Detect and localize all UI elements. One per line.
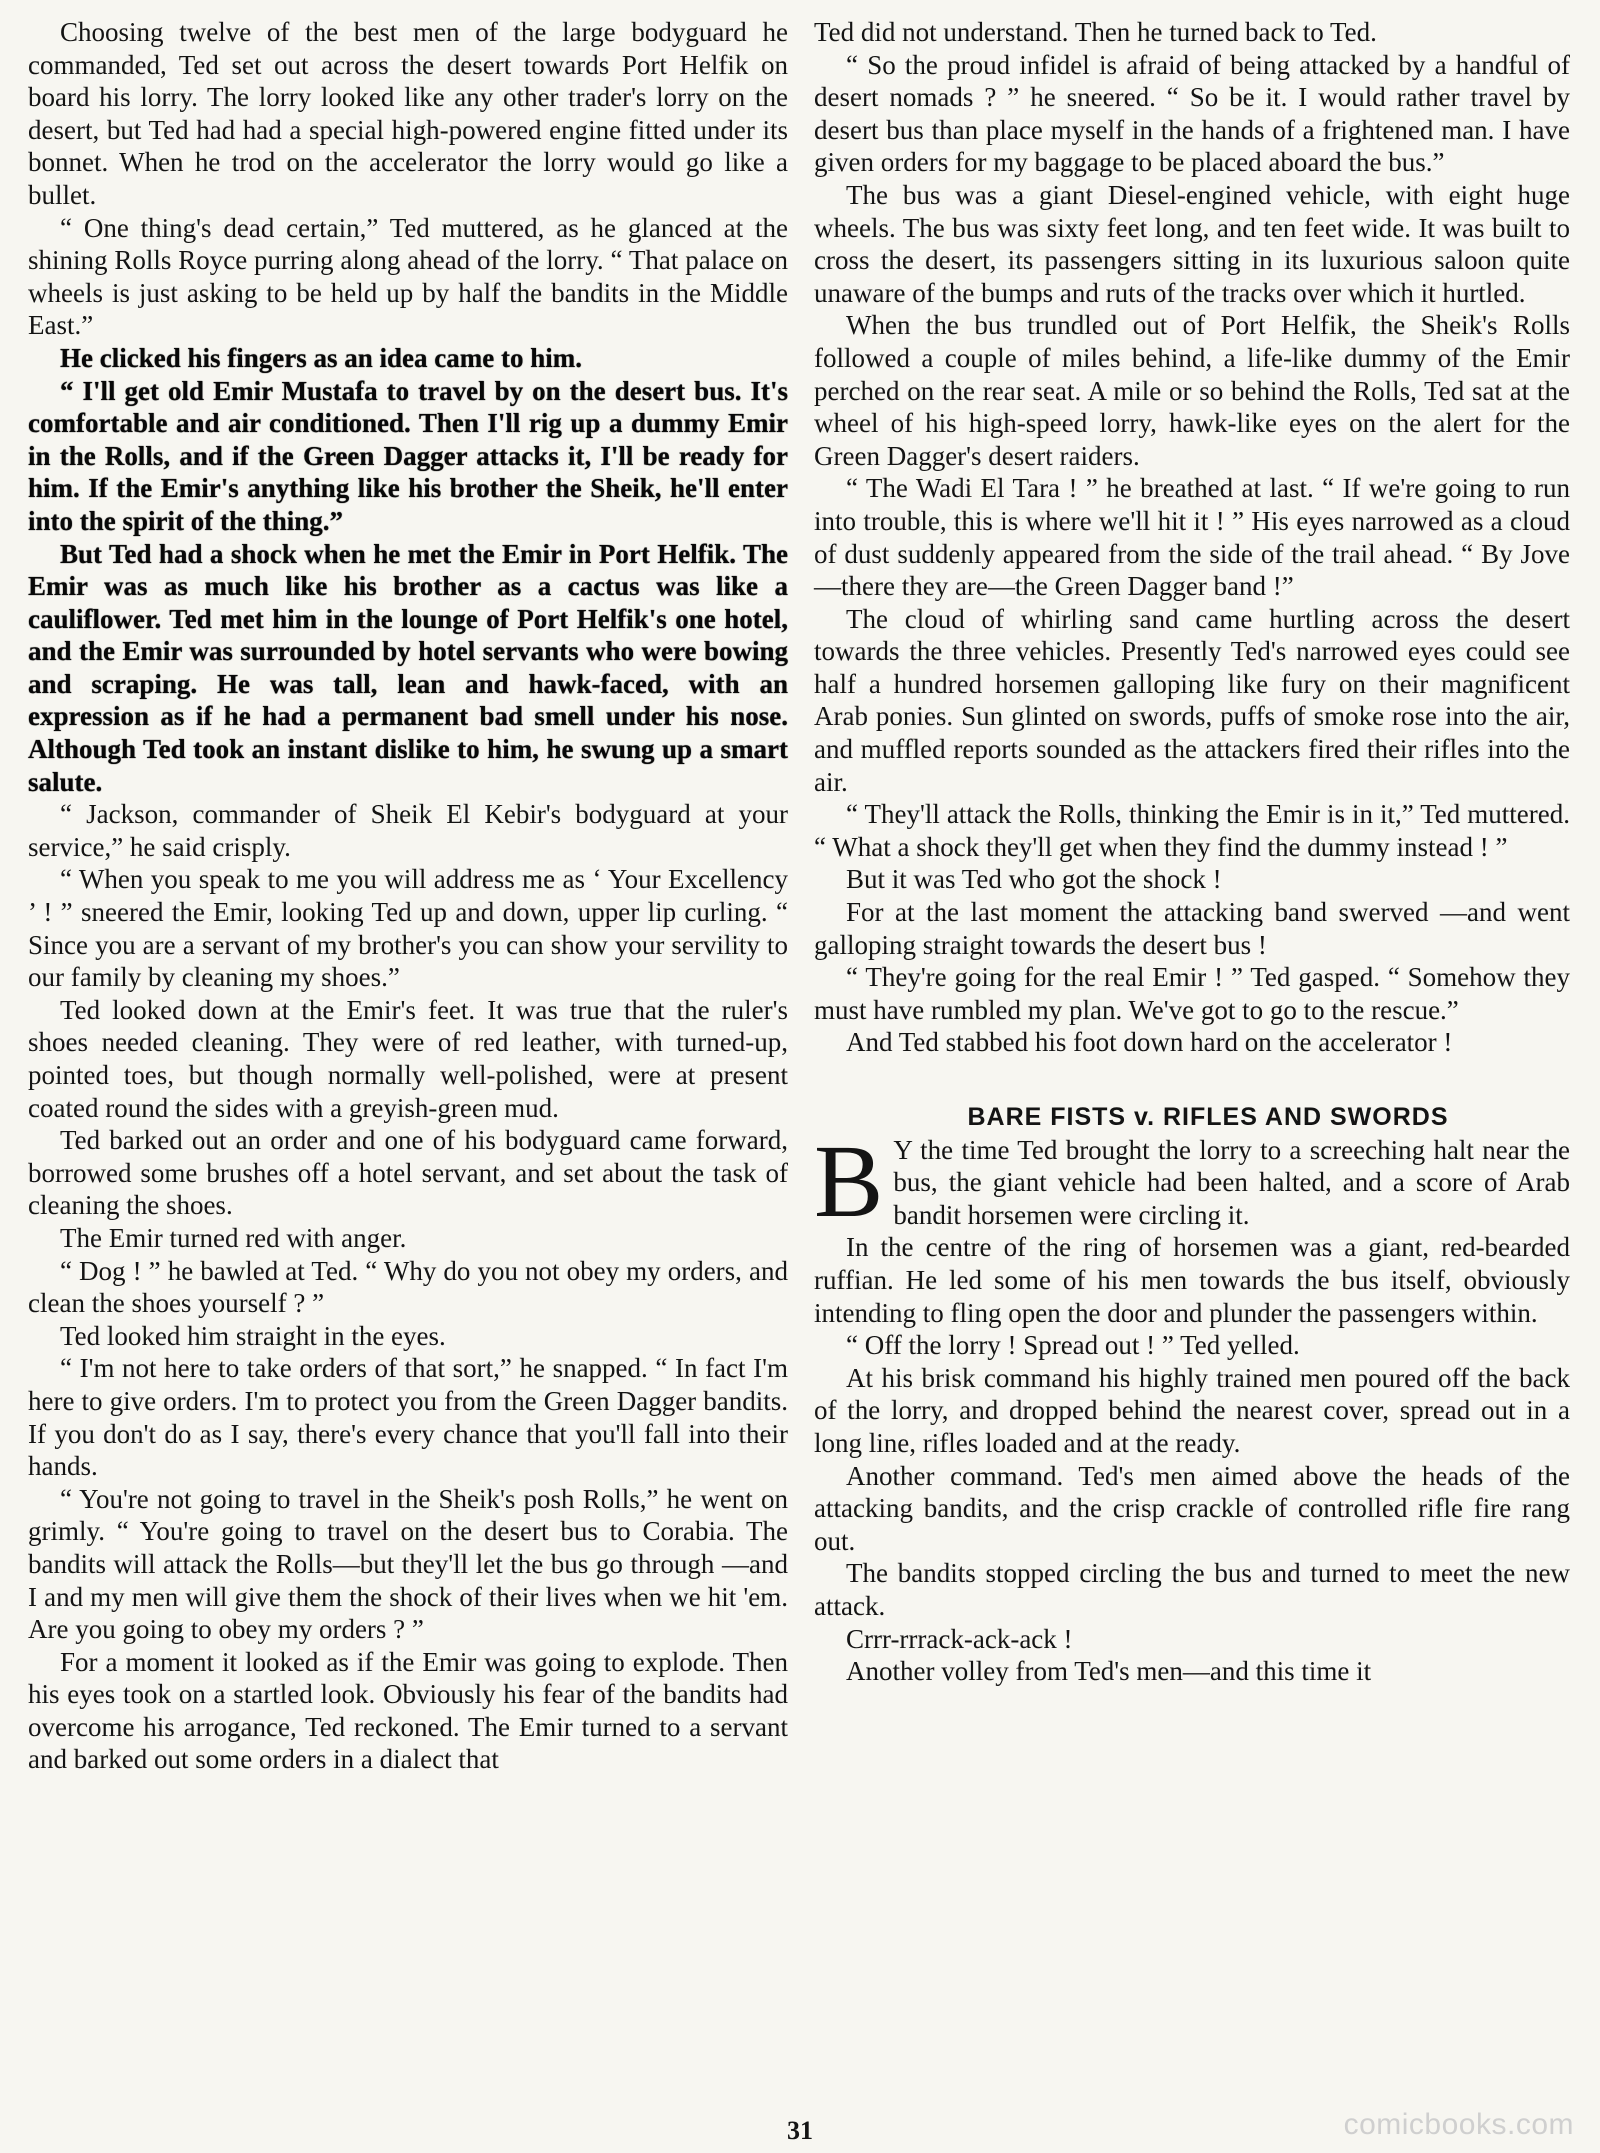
paragraph: He clicked his fingers as an idea came to him. — [60, 342, 582, 373]
watermark: comicbooks.com — [1343, 2108, 1574, 2141]
paragraph: “ Dog ! ” he bawled at Ted. “ Why do you not obey my orders, and clean the shoes yourself ? ” — [28, 1255, 788, 1319]
paragraph: “ They'll attack the Rolls, thinking the Emir is in it,” Ted muttered. “ What a shock they'll get when they find the dummy instead ! ” — [814, 799, 1570, 862]
paragraph-with-drop-cap — [814, 1123, 1570, 1239]
paragraph: Ted looked him straight in the eyes. — [60, 1320, 446, 1351]
paragraph: The cloud of whirling sand came hurtling across the desert towards the three vehicles. Presently Ted's narrowed eyes could see half a hundred horsemen galloping like fury on their magnificent Arab ponies. Sun glinted on swords, puffs of smoke rose into the air, and muffled reports sounded as the attackers fired their rifles into the air. — [814, 603, 1570, 797]
paragraph: “ When you speak to me you will address me as ‘ Your Excellency ’ ! ” sneered the Emir, looking Ted up and down, upper lip curling. “ Since you are a servant of my brother's you can show your servility to our family by cleaning my shoes.” — [28, 864, 788, 993]
paragraph: “ One thing's dead certain,” Ted muttered, as he glanced at the shining Rolls Royce purring along ahead of the lorry. “ That palace on wheels is just asking to be held up by half the bandits in the Middle East.” — [28, 212, 788, 341]
paragraph-text: Y the time Ted brought the lorry to a screeching halt near the bus, the giant vehicle had been halted, and a score of Arab bandit horsemen were circling it. — [893, 1134, 1570, 1230]
paragraph: “ I'm not here to take orders of that sort,” he snapped. “ In fact I'm here to give orders. I'm to protect you from the Green Dagger bandits. If you don't do as I say, there's every chance that you'll fall into their hands. — [28, 1353, 788, 1482]
paragraph: For at the last moment the attacking band swerved —and went galloping straight towards the desert bus ! — [814, 897, 1570, 960]
paragraph: Ted did not understand. Then he turned back to Ted. — [814, 17, 1377, 47]
paragraph: The bus was a giant Diesel-engined vehicle, with eight huge wheels. The bus was sixty feet long, and ten feet wide. It was built to cross the desert, its passengers sitting in its luxurious saloon quite unaware of the bumps and ruts of the tracks over which it hurtled. — [814, 179, 1570, 308]
drop-cap: B — [814, 1123, 884, 1239]
page-number: 31 — [787, 2116, 813, 2145]
paragraph: Another command. Ted's men aimed above the heads of the attacking bandits, and the crisp crackle of controlled rifle fire rang out. — [814, 1460, 1570, 1556]
paragraph: “ Jackson, commander of Sheik El Kebir's bodyguard at your service,” he said crisply. — [28, 799, 788, 862]
paragraph: “ I'll get old Emir Mustafa to travel by on the desert bus. It's comfortable and air conditioned. Then I'll rig up a dummy Emir in the Rolls, and if the Green Dagger attacks it, I'll be ready for him. If the Emir's anything like his brother the Sheik, he'll enter into the spirit of the thing.” — [28, 375, 788, 536]
paragraph: The Emir turned red with anger. — [60, 1222, 407, 1253]
section-heading: BARE FISTS v. RIFLES AND SWORDS — [967, 1103, 1449, 1131]
paragraph: “ You're not going to travel in the Sheik's posh Rolls,” he went on grimly. “ You're going to travel on the desert bus to Corabia. The bandits will attack the Rolls—but they'll let the bus go through —and I and my men will give them the shock of their lives when we hit 'em. Are you going to obey my orders ? ” — [28, 1483, 788, 1645]
paragraph: And Ted stabbed his foot down hard on the accelerator ! — [846, 1027, 1453, 1058]
section-spacer — [814, 1059, 1570, 1101]
paragraph: “ The Wadi El Tara ! ” he breathed at last. “ If we're going to run into trouble, this is where we'll hit it ! ” His eyes narrowed as a cloud of dust suddenly appeared from the side of the trail ahead. “ By Jove—there they are—the Green Dagger band !” — [814, 473, 1570, 602]
paragraph: When the bus trundled out of Port Helfik, the Sheik's Rolls followed a couple of miles behind, a life-like dummy of the Emir perched on the rear seat. A mile or so behind the Rolls, Ted sat at the wheel of his high-speed lorry, hawk-like eyes on the alert for the Green Dagger's desert raiders. — [814, 310, 1570, 471]
paragraph: “ So the proud infidel is afraid of being attacked by a handful of desert nomads ? ” he sneered. “ So be it. I would rather travel by desert bus than place myself in the hands of a frightened man. I have given orders for my baggage to be placed aboard the bus.” — [814, 49, 1570, 178]
paragraph: “ They're going for the real Emir ! ” Ted gasped. “ Somehow they must have rumbled my plan. We've got to go to the rescue.” — [814, 962, 1570, 1025]
paragraph: But it was Ted who got the shock ! — [846, 864, 1222, 895]
paragraph: Crrr-rrrack-ack-ack ! — [846, 1623, 1073, 1654]
paragraph: “ Off the lorry ! Spread out ! ” Ted yelled. — [846, 1330, 1300, 1361]
paragraph: Choosing twelve of the best men of the large bodyguard he commanded, Ted set out across the desert towards Port Helfik on board his lorry. The lorry looked like any other trader's lorry on the desert, but Ted had had a special high-powered engine fitted under its bonnet. When he trod on the accelerator the lorry would go like a bullet. — [28, 17, 788, 210]
paragraph: Ted looked down at the Emir's feet. It was true that the ruler's shoes needed cleaning. They were of red leather, with turned-up, pointed toes, but though normally well-polished, were at present coated round the sides with a greyish-green mud. — [28, 994, 788, 1123]
paragraph: Another volley from Ted's men—and this time it — [846, 1656, 1372, 1687]
paragraph: In the centre of the ring of horsemen was a giant, red-bearded ruffian. He led some of his men towards the bus itself, obviously intending to fling open the door and plunder the passengers within. — [814, 1232, 1570, 1328]
paragraph: Ted barked out an order and one of his bodyguard came forward, borrowed some brushes off a hotel servant, and set about the task of cleaning the shoes. — [28, 1125, 788, 1221]
paragraph: But Ted had a shock when he met the Emir in Port Helfik. The Emir was as much like his brother as a cactus was like a cauliflower. Ted met him in the lounge of Port Helfik's one hotel, and the Emir was surrounded by hotel servants who were bowing and scraping. He was tall, lean and hawk-faced, with an expression as if he had a permanent bad smell under his nose. Although Ted took an instant dislike to him, he swung up a smart salute. — [28, 538, 788, 797]
paragraph: The bandits stopped circling the bus and turned to meet the new attack. — [814, 1558, 1570, 1621]
left-column — [28, 16, 788, 1776]
paragraph: For a moment it looked as if the Emir was going to explode. Then his eyes took on a startled look. Obviously his fear of the bandits had overcome his arrogance, Ted reckoned. The Emir turned to a servant and barked out some orders in a dialect that — [28, 1646, 788, 1775]
paragraph: At his brisk command his highly trained men poured off the back of the lorry, and dropped behind the nearest cover, spread out in a long line, rifles loaded and at the ready. — [814, 1362, 1570, 1458]
right-column — [814, 16, 1570, 1688]
